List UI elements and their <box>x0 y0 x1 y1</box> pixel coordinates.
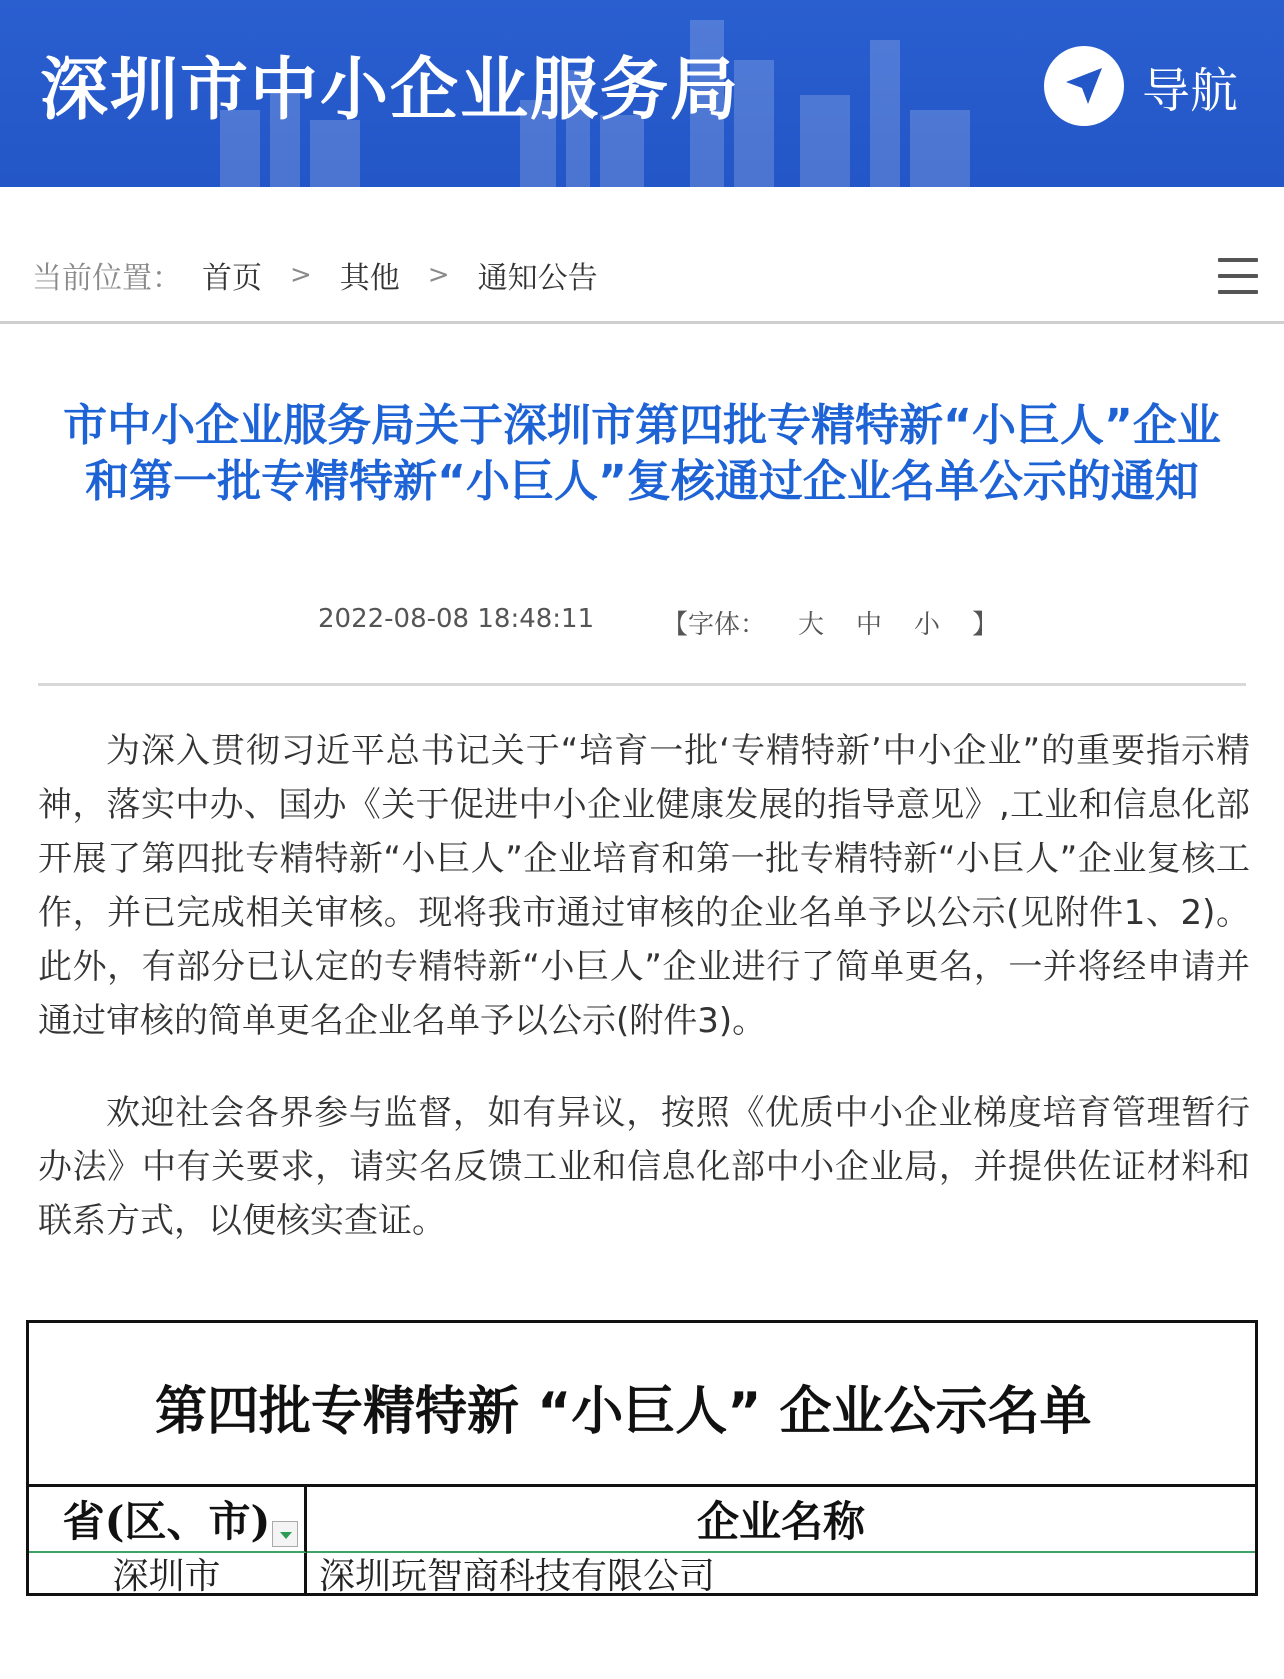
breadcrumb-other-link[interactable]: 其他 <box>339 261 400 296</box>
table-title-text: 第四批专精特新 “小巨人” 企业公示名单 <box>155 1382 1092 1442</box>
column-header-region-label: 省(区、市) <box>62 1497 271 1546</box>
publish-date: 2022-08-08 18:48:11 <box>318 604 595 634</box>
breadcrumb-prefix: 当前位置： <box>32 261 182 296</box>
column-header-region <box>29 1487 307 1553</box>
hamburger-menu-icon[interactable] <box>1218 258 1258 294</box>
font-size-close: 】 <box>972 610 999 640</box>
article-paragraph: 欢迎社会各界参与监督，如有异议，按照《优质中小企业梯度培育管理暂行办法》中有关要求，请实名反馈工业和信息化部中小企业局，并提供佐证材料和联系方式，以便核实查证。 <box>38 1093 1250 1241</box>
breadcrumb-separator: > <box>427 260 450 290</box>
article-meta <box>0 604 1284 640</box>
font-size-small-button[interactable]: 小 <box>914 610 941 640</box>
table-title <box>29 1323 1255 1487</box>
site-header <box>0 0 1284 187</box>
column-header-company: 企业名称 <box>307 1487 1255 1553</box>
font-size-large-button[interactable]: 大 <box>798 610 825 640</box>
breadcrumb <box>32 255 598 295</box>
table-cell-region: 深圳市 <box>29 1553 307 1593</box>
breadcrumb-separator: > <box>290 260 312 290</box>
breadcrumb-bar <box>0 187 1284 324</box>
table-cell-company: 深圳玩智商科技有限公司 <box>319 1555 716 1597</box>
breadcrumb-home-link[interactable]: 首页 <box>202 261 262 296</box>
divider <box>38 683 1246 686</box>
article-title: 市中小企业服务局关于深圳市第四批专精特新“小巨人”企业和第一批专精特新“小巨人”复核通过企业名单公示的通知 <box>63 400 1221 507</box>
breadcrumb-notice-link[interactable]: 通知公告 <box>477 261 598 296</box>
filter-dropdown-icon[interactable] <box>272 1521 298 1547</box>
navigation-arrow-icon[interactable] <box>1044 46 1124 126</box>
font-size-switcher <box>662 604 998 641</box>
site-title[interactable]: 深圳市中小企业服务局 <box>40 51 741 130</box>
navigation-label[interactable]: 导航 <box>1142 62 1239 119</box>
font-size-label: 【字体： <box>662 610 767 640</box>
company-list-table <box>26 1320 1258 1596</box>
navigation-button[interactable] <box>1044 44 1264 128</box>
font-size-medium-button[interactable]: 中 <box>856 610 883 640</box>
article-paragraph: 为深入贯彻习近平总书记关于“培育一批‘专精特新’中小企业”的重要指示精神，落实中办、国办《关于促进中小企业健康发展的指导意见》,工业和信息化部开展了第四批专精特新“小巨人”企业培育和第一批专精特新“小巨人”企业复核工作，并已完成相关审核。现将我市通过审核的企业名单予以公示(见附件1、2)。此外，有部分已认定的专精特新“小巨人”企业进行了简单更名，一并将经申请并通过审核的简单更名企业名单予以公示(附件3)。 <box>38 731 1250 1041</box>
